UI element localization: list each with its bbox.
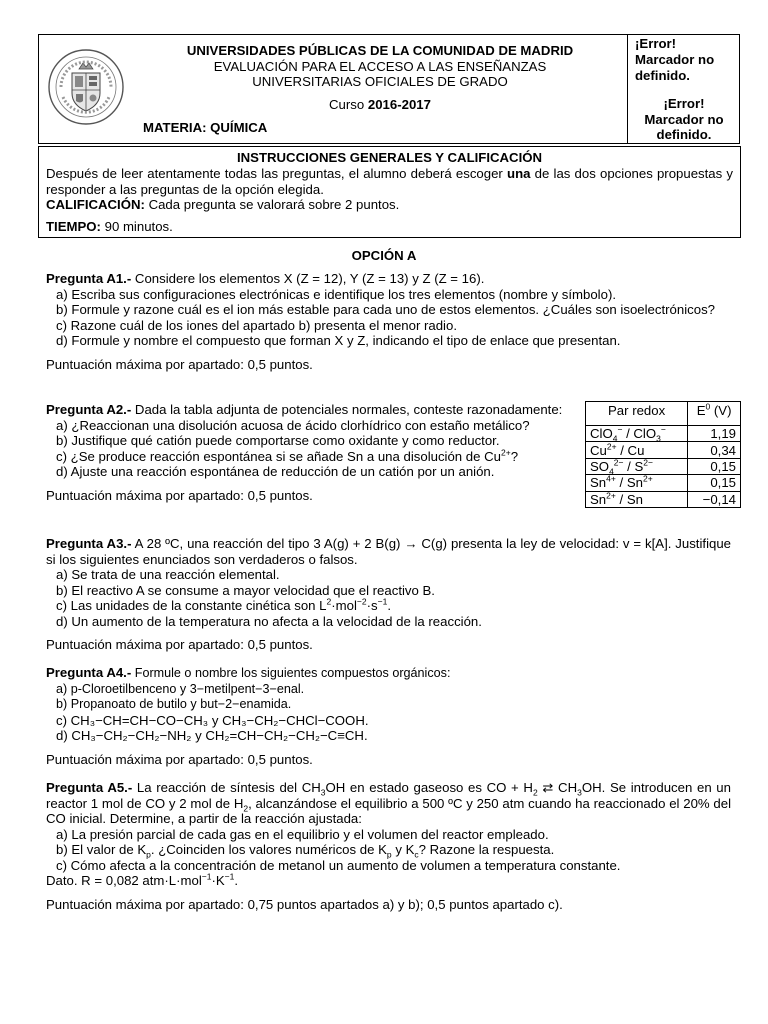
question-a1-score: Puntuación máxima por apartado: 0,5 puntos. [46, 356, 313, 372]
question-a3-exp1: 2 [326, 596, 332, 607]
question-a4-label: Pregunta A4.- [46, 665, 132, 680]
question-a3-item-c-text: c) Las unidades de la constante cinética son L [56, 598, 327, 613]
instructions-text-start: Después de leer atentamente todas las preguntas, el alumno deberá escoger [46, 166, 508, 181]
redox-value-1: 1,19 [688, 426, 741, 442]
question-a1 [46, 271, 731, 372]
redox-col-potential-sup: 0 [705, 401, 711, 412]
question-a2-item-c-text: c) ¿Se produce reacción espontánea si se añade Sn a una disolución de Cu [56, 448, 502, 464]
option-title: OPCIÓN A [351, 248, 417, 263]
question-a1-item-d: d) Formule y nombre el compuesto que forman X y Z, indicando el tipo de enlace que presentan. [56, 333, 621, 348]
question-a5-score: Puntuación máxima por apartado: 0,75 puntos apartados a) y b); 0,5 puntos apartado c). [46, 896, 563, 912]
course-label: Curso [329, 97, 368, 112]
redox-pair-5 [586, 491, 688, 507]
table-row [586, 442, 741, 458]
question-a3-intro [46, 536, 731, 567]
question-a5-data-sup2: −1 [224, 871, 235, 882]
question-a5-sub-4: 2 [243, 803, 249, 814]
pair-3-red-charge: 2− [643, 457, 653, 468]
bookmark-error-2 [628, 96, 740, 143]
question-a5-item-b [46, 842, 731, 858]
question-a4 [46, 665, 731, 767]
question-a5-item-b-sub3: c [414, 849, 419, 860]
question-a5-item-a: a) La presión parcial de cada gas en el equilibrio y el volumen del reactor empleado. [56, 826, 549, 842]
redox-pair-1 [586, 426, 688, 442]
pair-4-red: / Sn [615, 475, 643, 491]
instructions-text [46, 166, 733, 197]
question-a5-item-b-4: ? Razone la respuesta. [418, 842, 555, 857]
question-a5-intro [46, 780, 731, 827]
question-a3 [46, 536, 731, 653]
question-a3-exp2: −2 [356, 596, 367, 607]
question-a5 [46, 780, 731, 912]
redox-col-potential-symbol: E [696, 403, 706, 418]
question-a3-unit-s: ·s [366, 598, 378, 613]
question-a4-item-b: b) Propanoato de butilo y but−2−enamida. [56, 697, 292, 711]
question-a5-item-b-2: . ¿Coinciden los valores numéricos de K [150, 842, 387, 857]
question-a4-intro [46, 665, 731, 682]
pair-1-red: / ClO [622, 426, 657, 442]
redox-potential-table [585, 401, 741, 508]
question-a5-item-b-sub1: p [146, 849, 151, 860]
question-a4-item-c: c) CH₃−CH=CH−CO−CH₃ y CH₃−CH₂−CHCl−COOH. [56, 712, 369, 728]
redox-value-4: 0,15 [688, 475, 741, 491]
table-row [586, 475, 741, 491]
table-row [586, 491, 741, 507]
question-a5-data-3: . [234, 873, 239, 888]
university-title: UNIVERSIDADES PÚBLICAS DE LA COMUNIDAD DE MADRID [186, 43, 574, 58]
bookmark-error-2-line2: Marcador no [644, 111, 724, 127]
question-a5-text-3: ⇄ CH [537, 780, 578, 795]
bookmark-error-1-line2: Marcador no [635, 52, 715, 67]
question-a2-item-d: d) Ajuste una reacción espontánea de reducción de un catión por un anión. [56, 464, 495, 479]
grading-label: CALIFICACIÓN: [46, 197, 145, 212]
question-a3-statement: A 28 ºC, una reacción del tipo 3 A(g) + 2 B(g) → C(g) presenta la ley de velocidad: v = k[A]. Justifique si los siguientes enunciados son verdaderos o falsos. [46, 536, 731, 567]
redox-value-3: 0,15 [688, 458, 741, 474]
question-a1-item-a: a) Escriba sus configuraciones electrónicas e identifique los tres elementos (nombre y símbolo). [56, 286, 616, 302]
time-text: 90 minutos. [100, 219, 173, 234]
question-a5-text-1: La reacción de síntesis del CH [132, 780, 321, 795]
redox-pair-2 [586, 442, 688, 458]
table-row [586, 458, 741, 474]
question-a5-data-2: ·K [211, 873, 225, 888]
pair-2-ox-charge: 2+ [606, 441, 617, 452]
question-a5-item-c: c) Cómo afecta a la concentración de metanol un aumento de volumen a temperatura constante. [56, 857, 621, 873]
bookmark-error-2-line3: definido. [656, 127, 712, 142]
question-a2-statement: Dada la tabla adjunta de potenciales normales, conteste razonadamente: [131, 402, 563, 417]
question-a3-item-c-end: . [387, 598, 391, 613]
question-a4-statement: Formule o nombre los siguientes compuestos orgánicos: [131, 666, 451, 680]
question-a2-item-a: a) ¿Reaccionan una disolución acuosa de ácido clorhídrico con estaño metálico? [56, 417, 530, 433]
redox-col-potential-unit: (V) [710, 403, 732, 418]
question-a3-unit-mol: ·mol [331, 598, 357, 613]
question-a3-item-d: d) Un aumento de la temperatura no afecta a la velocidad de la reacción. [56, 613, 482, 629]
question-a3-item-c [46, 598, 731, 614]
question-a5-item-b-3: y K [391, 842, 415, 857]
question-a1-item-c: c) Razone cuál de los iones del apartado b) presenta el menor radio. [56, 317, 457, 333]
exam-title-line1: EVALUACIÓN PARA EL ACCESO A LAS ENSEÑANZAS [213, 59, 547, 74]
university-seal [39, 35, 133, 143]
pair-3-ox-charge: 2− [613, 457, 624, 468]
question-a5-item-b-sub2: p [386, 849, 392, 860]
pair-3-ox: SO [590, 458, 610, 474]
pair-2-ox: Cu [590, 442, 607, 458]
question-a3-item-a: a) Se trata de una reacción elemental. [56, 567, 280, 582]
redox-table-header [586, 402, 741, 426]
redox-value-5: −0,14 [688, 491, 741, 507]
question-a1-label: Pregunta A1.- [46, 271, 132, 286]
question-a4-item-a: a) p-Cloroetilbenceno y 3−metilpent−3−enal. [56, 681, 305, 696]
redox-col-potential [688, 402, 741, 426]
question-a4-score: Puntuación máxima por apartado: 0,5 puntos. [46, 751, 313, 767]
question-a2-intro [46, 402, 581, 418]
header-titles [133, 35, 627, 143]
bookmark-error-2-line1: ¡Error! [663, 96, 705, 111]
question-a2-item-c [46, 449, 581, 465]
question-a2 [46, 402, 581, 503]
question-a1-intro [46, 271, 731, 287]
question-a5-sub-1: 3 [320, 787, 326, 798]
pair-4-ox-charge: 4+ [606, 473, 616, 484]
question-a5-item-b-1: b) El valor de K [56, 842, 147, 857]
question-a1-statement: Considere los elementos X (Z = 12), Y (Z = 13) y Z (Z = 16). [131, 271, 485, 286]
table-row [586, 426, 741, 442]
pair-4-ox: Sn [590, 475, 607, 491]
time [46, 219, 733, 235]
redox-col-pair: Par redox [586, 402, 688, 426]
pair-3-ox-sub: 4 [609, 466, 614, 477]
grading-text: Cada pregunta se valorará sobre 2 puntos. [144, 197, 400, 212]
pair-5-ox-charge: 2+ [606, 490, 616, 501]
redox-pair-4 [586, 475, 688, 491]
question-a5-data [46, 873, 731, 889]
question-a2-score: Puntuación máxima por apartado: 0,5 puntos. [46, 487, 313, 503]
question-a5-data-1: Dato. R = 0,082 atm·L·mol [46, 873, 202, 888]
question-a2-item-c-charge: 2+ [501, 447, 511, 458]
question-a2-item-b: b) Justifique qué catión puede comportarse como oxidante y como reductor. [56, 433, 500, 448]
exam-header [38, 34, 740, 144]
pair-1-red-charge: − [660, 424, 666, 435]
pair-2-red: / Cu [616, 442, 645, 458]
pair-1-ox-sub: 4 [612, 433, 618, 444]
question-a3-score: Puntuación máxima por apartado: 0,5 puntos. [46, 637, 313, 652]
question-a5-sub-3: 3 [577, 787, 582, 798]
exam-title-line2: UNIVERSITARIAS OFICIALES DE GRADO [252, 74, 508, 89]
instructions-box [38, 146, 741, 238]
question-a4-item-d: d) CH₃−CH₂−CH₂−NH₂ y CH₂=CH−CH₂−CH₂−C≡CH. [56, 728, 368, 743]
pair-1-ox: ClO [590, 426, 613, 442]
question-a5-text-5: , alcanzándose el equilibrio a 500 ºC y 250 atm cuando ha reaccionado el 20% del CO inicial. Determine, a partir de la reacción ajustada: [46, 795, 731, 826]
bookmark-error-1-line1: ¡Error! [635, 36, 677, 51]
question-a5-label: Pregunta A5.- [46, 780, 133, 795]
question-a5-sub-2: 2 [532, 787, 538, 798]
pair-5-ox: Sn [590, 491, 607, 507]
question-a5-text-2: OH en estado gaseoso es CO + H [325, 780, 533, 795]
instructions-text-bold: una [507, 166, 531, 181]
instructions-text-end: de las dos opciones propuestas y responder a las preguntas de la opción elegida. [46, 166, 734, 197]
bookmark-error-1-line3: definido. [635, 68, 690, 83]
question-a3-label: Pregunta A3.- [46, 536, 132, 551]
header-right-cell [627, 35, 740, 143]
pair-4-red-charge: 2+ [642, 473, 653, 484]
instructions-title: INSTRUCCIONES GENERALES Y CALIFICACIÓN [236, 150, 543, 165]
pair-5-red: / Sn [615, 491, 643, 507]
bookmark-error-1 [635, 36, 714, 84]
course-year: 2016-2017 [367, 97, 431, 112]
redox-value-2: 0,34 [688, 442, 741, 458]
pair-1-ox-charge: − [617, 424, 623, 435]
grading [46, 197, 733, 213]
question-a3-item-b: b) El reactivo A se consume a mayor velocidad que el reactivo B. [56, 582, 435, 598]
question-a1-item-b: b) Formule y razone cuál es el ion más estable para cada uno de estos elementos. ¿Cuáles son isoelectrónicos? [56, 302, 715, 317]
question-a2-label: Pregunta A2.- [46, 402, 132, 417]
question-a2-item-c-end: ? [510, 448, 519, 464]
question-a3-exp3: −1 [377, 596, 388, 607]
course [133, 97, 627, 112]
question-a5-text-4: OH. Se introducen en un reactor 1 mol de CO y 2 mol de H [46, 780, 731, 811]
pair-1-red-sub: 3 [656, 433, 661, 444]
redox-pair-3 [586, 457, 688, 477]
pair-3-red: / S [623, 458, 644, 474]
university-seal-icon [39, 35, 133, 143]
time-label: TIEMPO: [46, 219, 101, 234]
subject: MATERIA: QUÍMICA [143, 120, 268, 135]
question-a5-data-sup1: −1 [201, 871, 212, 882]
